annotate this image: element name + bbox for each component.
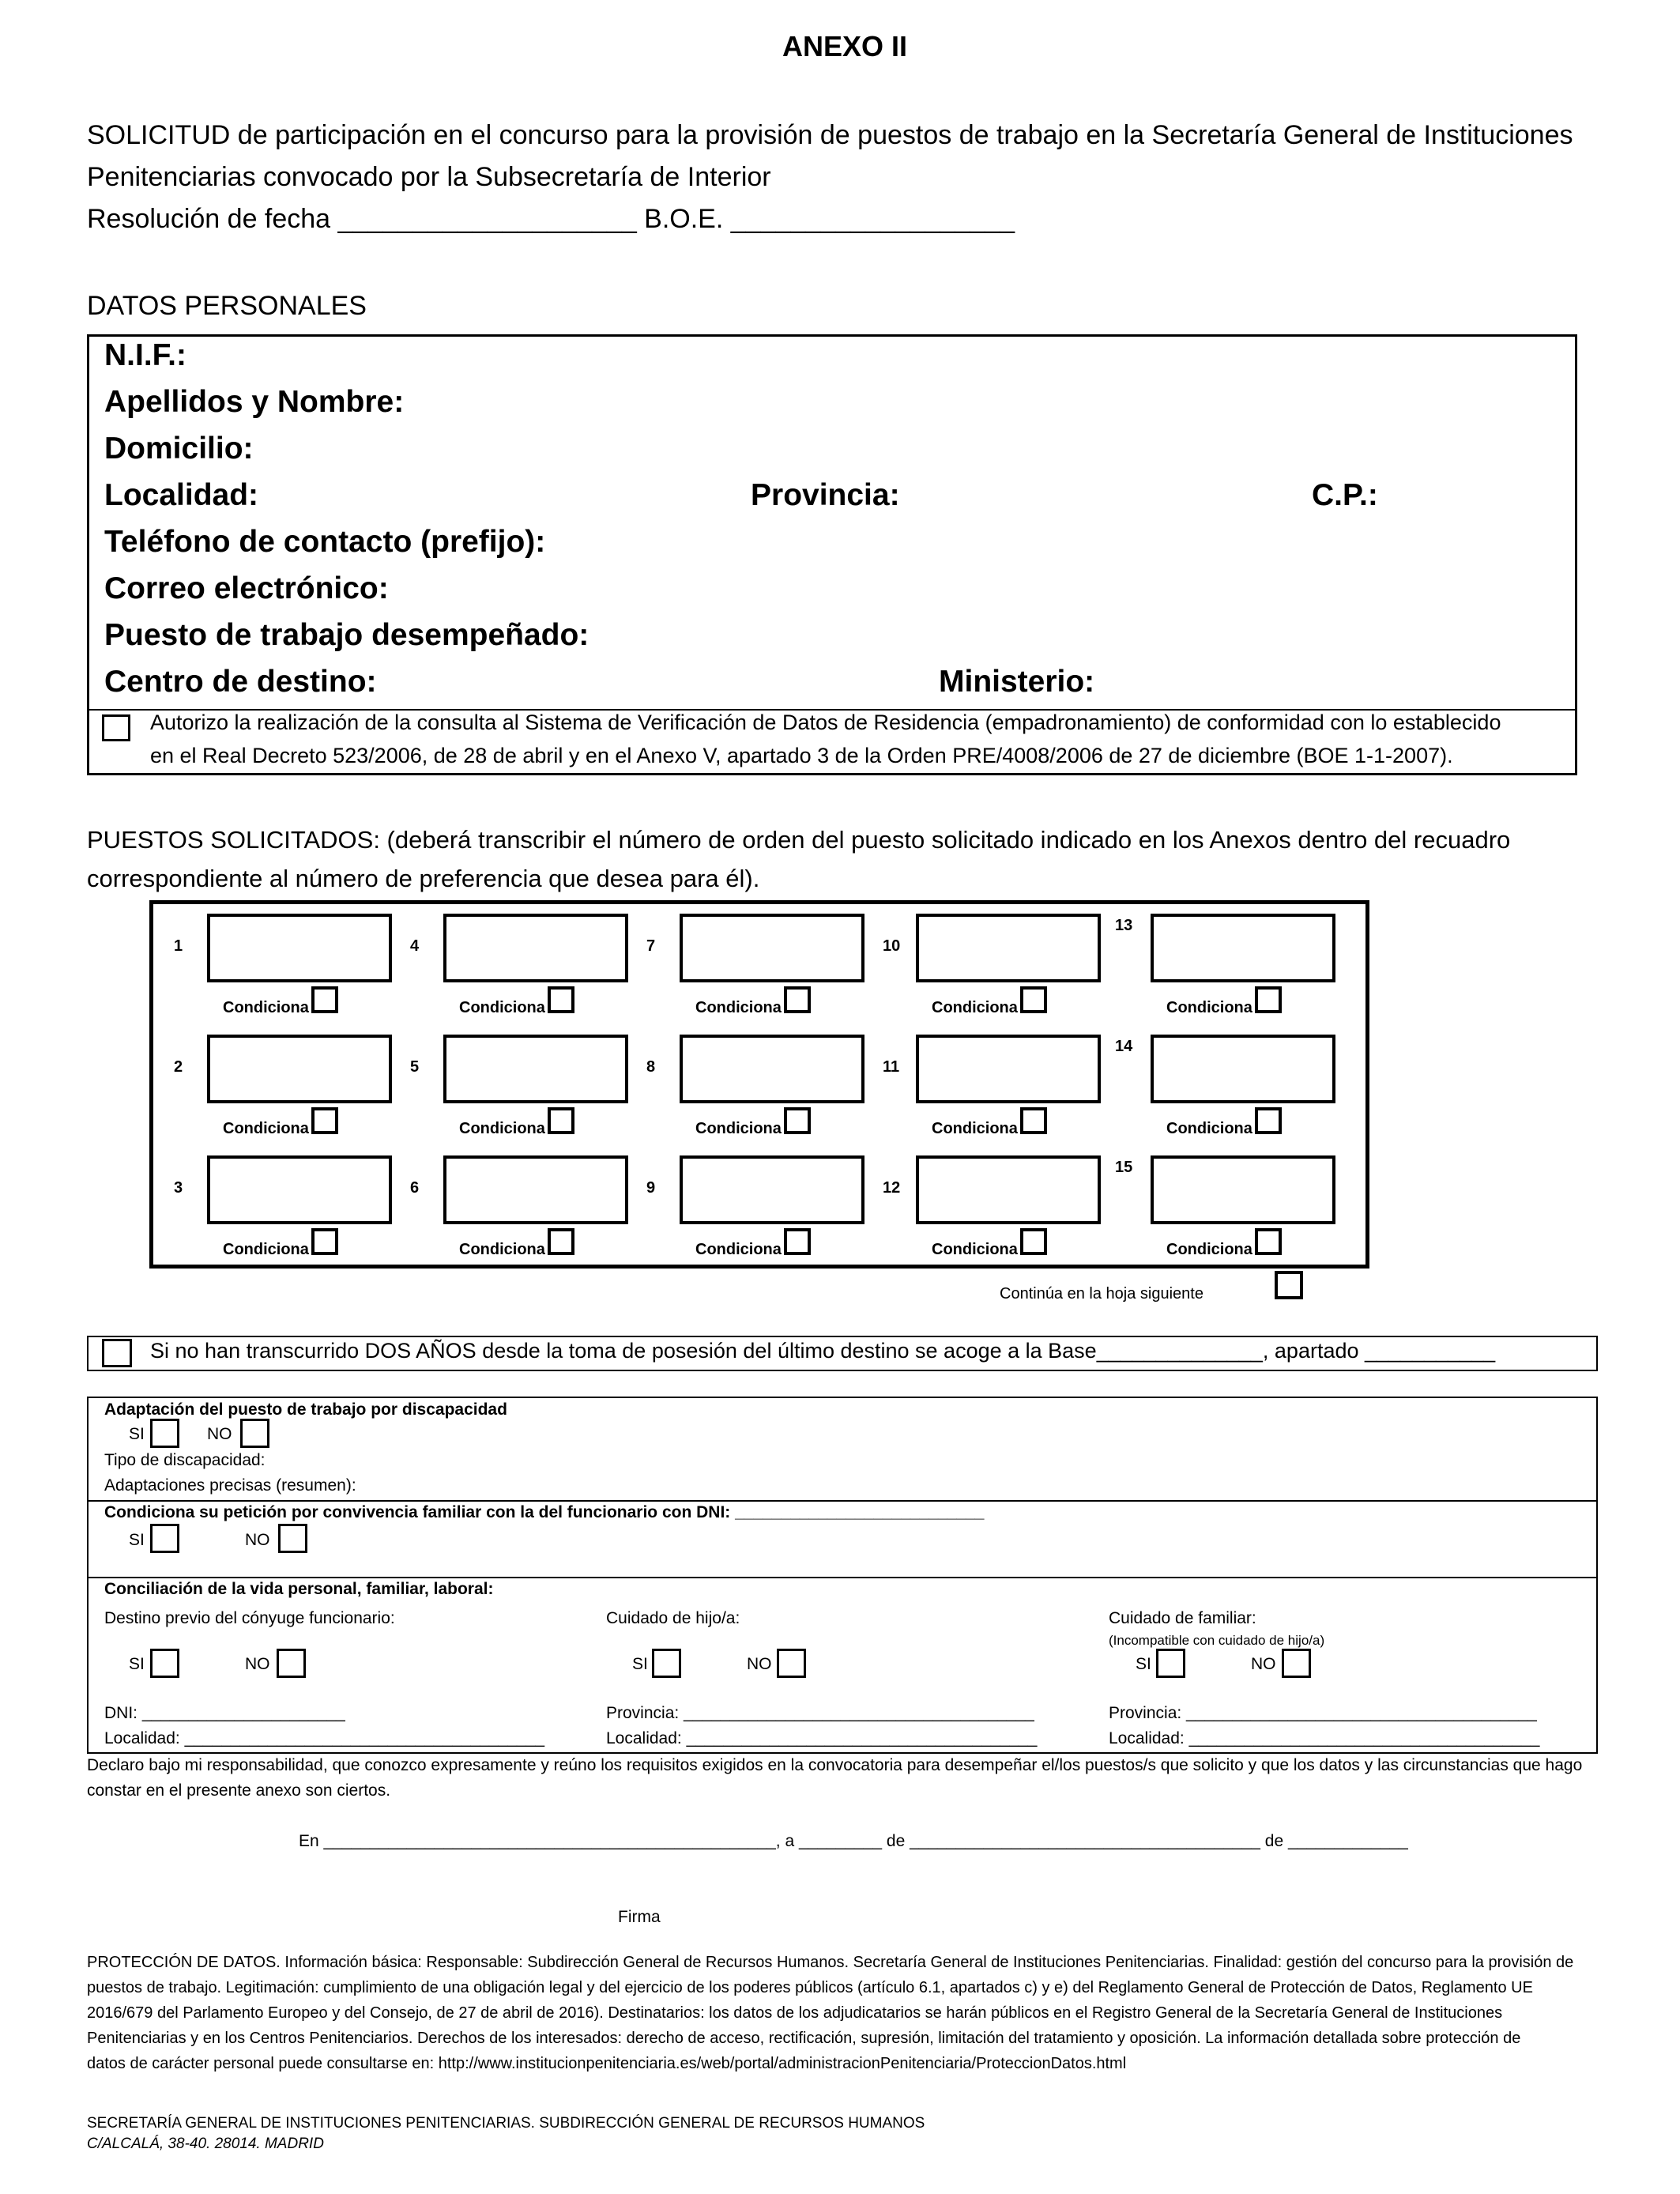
divider [89,1577,1596,1578]
preference-slot[interactable] [443,1155,628,1224]
familiar-si-checkbox[interactable] [1156,1649,1185,1678]
provincia-familiar-field[interactable]: Provincia: ______________________________________ [1109,1704,1537,1722]
condiciona-label: Condiciona [695,1241,782,1258]
preference-number: 14 [1115,1038,1133,1055]
preference-slot[interactable] [443,1035,628,1103]
adaptacion-si-checkbox[interactable] [150,1419,179,1448]
hijo-no-checkbox[interactable] [777,1649,806,1678]
dos-anos-text: Si no han transcurrido DOS AÑOS desde la toma de posesión del último destino se acoge a la Base______________, apartado ___________ [150,1339,1496,1363]
conyuge-no-checkbox[interactable] [277,1649,306,1678]
condiciona-label: Condiciona [459,999,545,1016]
lugar-fecha-line[interactable]: En _________________________________________________, a _________ de ______________________________________ de _____________ [299,1832,1408,1850]
preference-slot[interactable] [916,1035,1101,1103]
conyuge-no-label: NO [245,1655,270,1673]
condiciona-checkbox[interactable] [548,1107,574,1134]
centro-label: Centro de destino: [104,665,377,699]
preference-slot[interactable] [1151,914,1335,982]
condiciona-label: Condiciona [1166,1241,1252,1258]
preference-slot[interactable] [207,914,392,982]
condiciona-label: Condiciona [223,999,309,1016]
cp-label: C.P.: [1312,478,1378,512]
familiar-title: Cuidado de familiar: [1109,1609,1256,1627]
convivencia-title: Condiciona su petición por convivencia familiar con la del funcionario con DNI: ___________________________ [104,1503,985,1521]
preference-number: 13 [1115,917,1133,934]
proteccion-line: 2016/679 del Parlamento Europeo y del Consejo, de 27 de abril de 2016). Destinatarios: los datos de los adjudicatarios se harán públicos en el Registro General de la Secretaría General de Instituciones [87,2004,1503,2022]
familiar-no-checkbox[interactable] [1282,1649,1311,1678]
preference-slot[interactable] [443,914,628,982]
condiciona-checkbox[interactable] [1020,1107,1047,1134]
hijo-title: Cuidado de hijo/a: [606,1609,740,1627]
condiciona-label: Condiciona [1166,1120,1252,1137]
preference-slot[interactable] [1151,1155,1335,1224]
familiar-note: (Incompatible con cuidado de hijo/a) [1109,1633,1325,1648]
preference-number: 7 [646,937,656,955]
domicilio-label: Domicilio: [104,432,254,466]
preference-slot[interactable] [680,914,864,982]
solicitud-line-1: SOLICITUD de participación en el concurso para la provisión de puestos de trabajo en la Secretaría General de Instituciones [87,120,1573,150]
condiciona-checkbox[interactable] [1255,986,1282,1013]
condiciona-label: Condiciona [1166,999,1252,1016]
preference-slot[interactable] [680,1035,864,1103]
convivencia-no-checkbox[interactable] [278,1524,307,1553]
footer-line-1: SECRETARÍA GENERAL DE INSTITUCIONES PENITENCIARIAS. SUBDIRECCIÓN GENERAL DE RECURSOS HUMANOS [87,2115,925,2132]
preference-number: 15 [1115,1159,1133,1176]
familiar-si-label: SI [1136,1655,1151,1673]
condiciona-checkbox[interactable] [311,986,338,1013]
preference-slot[interactable] [1151,1035,1335,1103]
ministerio-label: Ministerio: [939,665,1095,699]
condiciona-label: Condiciona [695,999,782,1016]
condiciona-checkbox[interactable] [1020,1228,1047,1255]
preference-number: 3 [174,1179,183,1197]
preference-number: 5 [410,1058,420,1076]
autorizo-line-2: en el Real Decreto 523/2006, de 28 de abril y en el Anexo V, apartado 3 de la Orden PRE/4008/2006 de 27 de diciembre (BOE 1-1-2007). [150,744,1453,767]
condiciona-checkbox[interactable] [784,1107,811,1134]
preference-slot[interactable] [207,1155,392,1224]
proteccion-line: PROTECCIÓN DE DATOS. Información básica: Responsable: Subdirección General de Recursos Humanos. Secretaría General de Instituciones Penitenciarias. Finalidad: gestión del concurso para la provisión de [87,1954,1574,1971]
declarations-box [87,1397,1598,1754]
preference-number: 12 [883,1179,901,1197]
familiar-no-label: NO [1251,1655,1276,1673]
preference-number: 11 [883,1058,900,1076]
condiciona-checkbox[interactable] [1255,1107,1282,1134]
divider [89,1500,1596,1502]
correo-label: Correo electrónico: [104,571,389,605]
preference-number: 10 [883,937,901,955]
preference-slot[interactable] [207,1035,392,1103]
preference-number: 8 [646,1058,656,1076]
datos-personales-heading: DATOS PERSONALES [87,291,367,321]
adaptacion-si-label: SI [129,1425,145,1443]
preference-slot[interactable] [916,914,1101,982]
conyuge-si-checkbox[interactable] [150,1649,179,1678]
condiciona-checkbox[interactable] [1020,986,1047,1013]
localidad-familiar-field[interactable]: Localidad: ______________________________________ [1109,1729,1540,1747]
conyuge-si-label: SI [129,1655,145,1673]
condiciona-checkbox[interactable] [784,986,811,1013]
nif-label: N.I.F.: [104,338,186,372]
hijo-si-label: SI [632,1655,648,1673]
condiciona-label: Condiciona [932,999,1018,1016]
adaptacion-no-checkbox[interactable] [240,1419,269,1448]
footer-line-2: C/ALCALÁ, 38-40. 28014. MADRID [87,2136,324,2152]
localidad-hijo-field[interactable]: Localidad: ______________________________________ [606,1729,1038,1747]
condiciona-label: Condiciona [695,1120,782,1137]
condiciona-checkbox[interactable] [548,1228,574,1255]
adaptaciones-label: Adaptaciones precisas (resumen): [104,1476,356,1495]
condiciona-label: Condiciona [459,1120,545,1137]
conciliacion-title: Conciliación de la vida personal, familiar, laboral: [104,1580,494,1598]
condiciona-label: Condiciona [932,1241,1018,1258]
declaro-line-1: Declaro bajo mi responsabilidad, que conozco expresamente y reúno los requisitos exigidos en la convocatoria para desempeñar el/los puestos/s que solicito y que los datos y las circunstancias que hago [87,1756,1583,1774]
declaro-line-2: constar en el presente anexo son ciertos. [87,1781,391,1800]
proteccion-line: puestos de trabajo. Legitimación: cumplimiento de una obligación legal y del ejercicio de los poderes públicos (artículo 6.1, apartados c) y e) del Reglamento General de Protección de Datos, Reglamento UE [87,1979,1533,1996]
condiciona-checkbox[interactable] [1255,1228,1282,1255]
preference-number: 2 [174,1058,183,1076]
puesto-label: Puesto de trabajo desempeñado: [104,618,590,652]
preference-slot[interactable] [916,1155,1101,1224]
provincia-label: Provincia: [751,478,900,512]
preference-slot[interactable] [680,1155,864,1224]
preference-number: 6 [410,1179,420,1197]
condiciona-label: Condiciona [223,1120,309,1137]
solicitud-line-3: Resolución de fecha ____________________ B.O.E. ___________________ [87,204,1015,234]
localidad-label: Localidad: [104,478,259,512]
page-title: ANEXO II [782,30,908,62]
autorizo-checkbox[interactable] [102,714,130,741]
convivencia-si-checkbox[interactable] [150,1524,179,1553]
continua-checkbox[interactable] [1275,1271,1303,1299]
convivencia-no-label: NO [245,1531,270,1549]
localidad-conyuge-field[interactable]: Localidad: _______________________________________ [104,1729,545,1747]
proteccion-line: Penitenciarias y en los Centros Penitenciarios. Derechos de los interesados: derecho de acceso, rectificación, supresión, limitación del tratamiento y oposición. La información detallada sobre protección de [87,2030,1521,2047]
dos-anos-checkbox[interactable] [102,1339,132,1367]
proteccion-line: datos de carácter personal puede consultarse en: http://www.institucionpenitenciaria.es/web/portal/administracionPenitenciaria/ProteccionDatos.html [87,2055,1127,2072]
puestos-line-2: correspondiente al número de preferencia que desea para él). [87,865,760,892]
adaptacion-no-label: NO [207,1425,232,1443]
condiciona-label: Condiciona [223,1241,309,1258]
solicitud-line-2: Penitenciarias convocado por la Subsecretaría de Interior [87,162,771,192]
hijo-si-checkbox[interactable] [652,1649,681,1678]
firma-label: Firma [618,1908,661,1926]
hijo-no-label: NO [747,1655,772,1673]
adaptacion-title: Adaptación del puesto de trabajo por discapacidad [104,1400,507,1419]
condiciona-label: Condiciona [932,1120,1018,1137]
condiciona-checkbox[interactable] [548,986,574,1013]
puestos-line-1: PUESTOS SOLICITADOS: (deberá transcribir el número de orden del puesto solicitado indicado en los Anexos dentro del recuadro [87,826,1511,854]
autorizo-line-1: Autorizo la realización de la consulta al Sistema de Verificación de Datos de Residencia (empadronamiento) de conformidad con lo establecido [150,711,1501,734]
provincia-hijo-field[interactable]: Provincia: ______________________________________ [606,1704,1034,1722]
convivencia-si-label: SI [129,1531,145,1549]
preference-number: 9 [646,1179,656,1197]
condiciona-checkbox[interactable] [311,1228,338,1255]
telefono-label: Teléfono de contacto (prefijo): [104,525,546,559]
condiciona-label: Condiciona [459,1241,545,1258]
tipo-discapacidad-label: Tipo de discapacidad: [104,1451,266,1469]
preference-number: 1 [174,937,183,955]
preference-number: 4 [410,937,420,955]
continua-label: Continúa en la hoja siguiente [1000,1285,1203,1302]
dni-field[interactable]: DNI: ______________________ [104,1704,345,1722]
condiciona-checkbox[interactable] [784,1228,811,1255]
conyuge-title: Destino previo del cónyuge funcionario: [104,1609,395,1627]
apellidos-label: Apellidos y Nombre: [104,385,405,419]
condiciona-checkbox[interactable] [311,1107,338,1134]
